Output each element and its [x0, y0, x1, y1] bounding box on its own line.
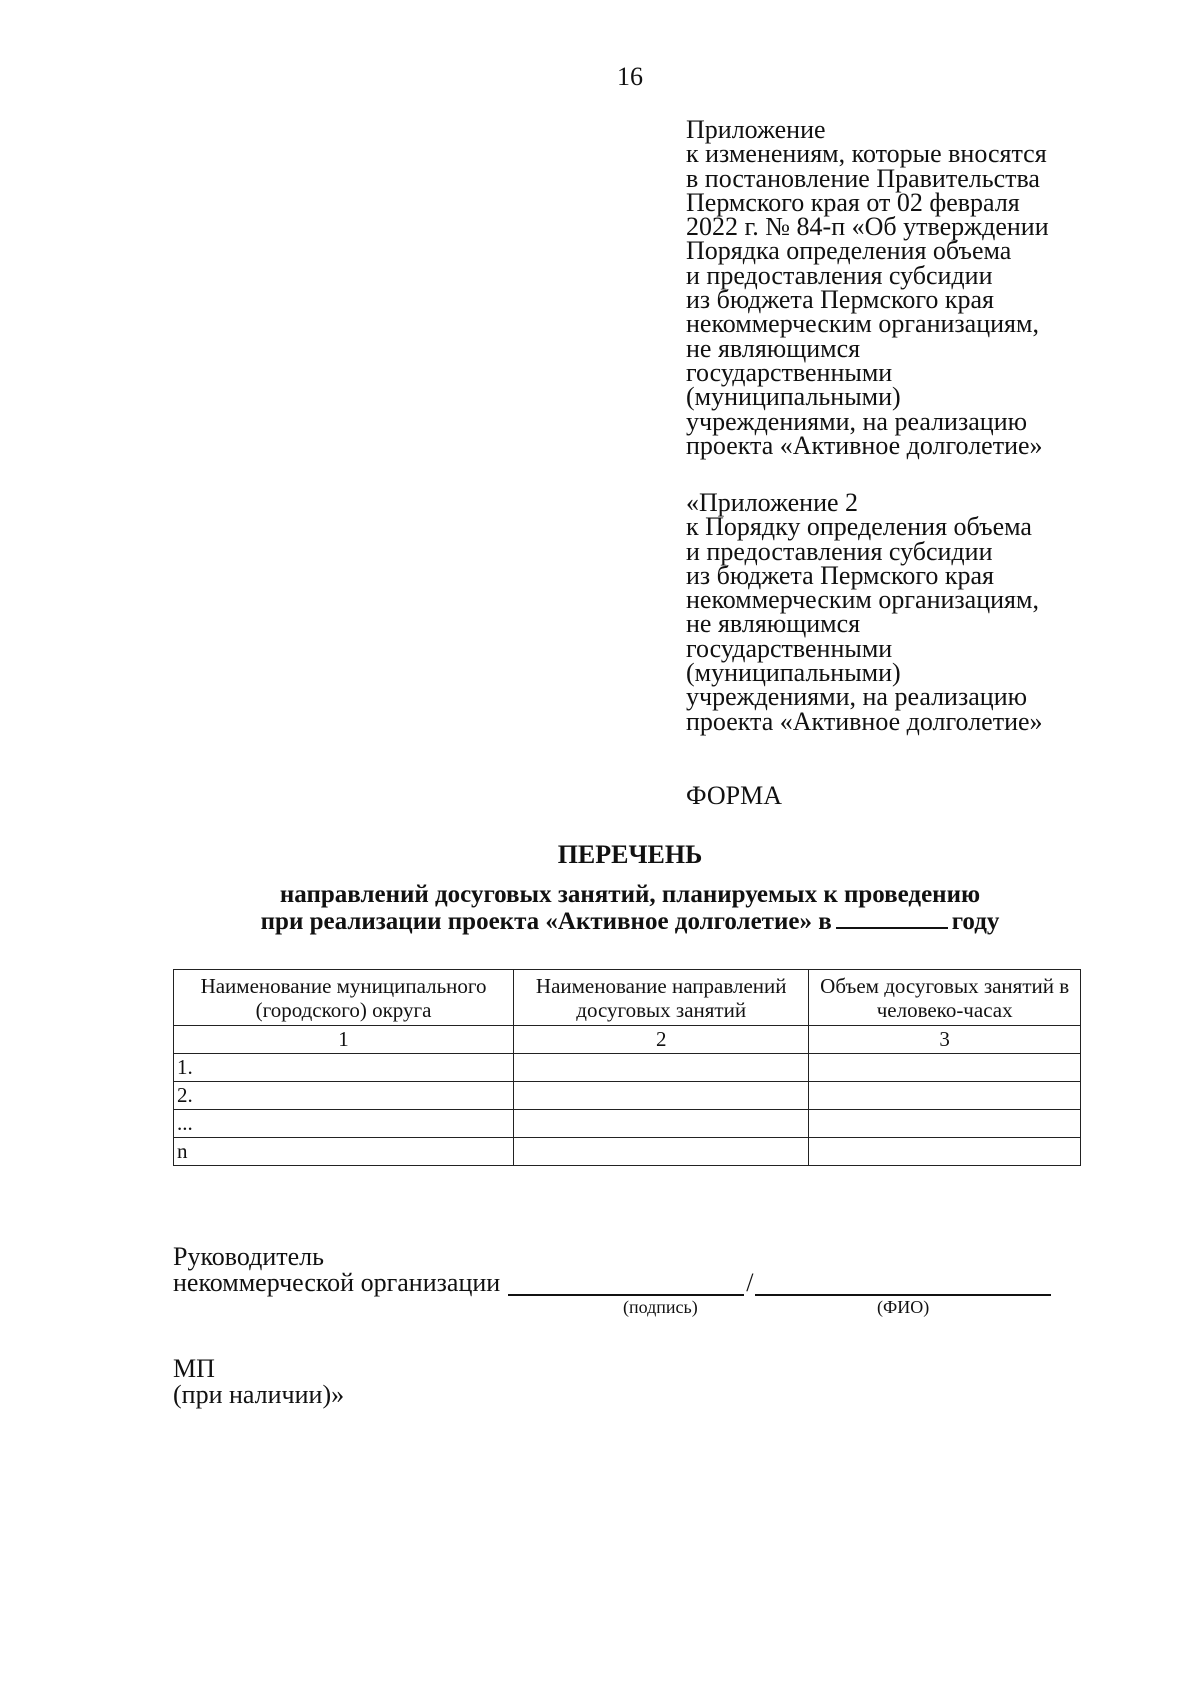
table-cell[interactable]: 2.: [174, 1082, 514, 1110]
column-number: 2: [514, 1026, 809, 1054]
full-name-blank-field[interactable]: [755, 1274, 1051, 1296]
table-cell[interactable]: [809, 1082, 1081, 1110]
annex-line: (муниципальными): [686, 382, 901, 412]
stamp-label: МП: [173, 1354, 215, 1383]
subtitle-line-1: направлений досуговых занятий, планируемых к проведению: [279, 881, 981, 908]
column-number: 3: [809, 1026, 1081, 1054]
annex-line: государственными: [686, 633, 893, 663]
annex-line: «Приложение 2: [686, 488, 859, 517]
form-label: ФОРМА: [686, 781, 782, 810]
table-cell[interactable]: [514, 1054, 809, 1082]
annex-line: 2022 г. № 84-п «Об утверждении: [686, 212, 1049, 242]
annex-line: Пермского края от 02 февраля: [686, 187, 1020, 217]
annex-line: (муниципальными): [686, 658, 901, 688]
annex-heading: [686, 115, 1126, 460]
column-header: Объем досуговых занятий в человеко-часах: [809, 970, 1081, 1026]
annex-line: и предоставления субсидии: [686, 260, 993, 290]
table-row: [174, 1110, 1081, 1138]
signature-blank-field[interactable]: [508, 1274, 744, 1296]
signature-separator: /: [746, 1268, 754, 1297]
annex-line: Порядка определения объема: [686, 236, 1012, 266]
signatory-role-line-2: некоммерческой организации: [173, 1268, 501, 1297]
annex-line: к изменениям, которые вносятся: [686, 139, 1047, 169]
table-cell[interactable]: [514, 1110, 809, 1138]
year-blank-field[interactable]: [836, 907, 948, 929]
table-cell[interactable]: ...: [174, 1110, 514, 1138]
annex-line: проекта «Активное долголетие»: [686, 430, 1043, 460]
table-cell[interactable]: [514, 1082, 809, 1110]
table-cell[interactable]: 1.: [174, 1054, 514, 1082]
table-cell[interactable]: [809, 1138, 1081, 1166]
stamp-note: (при наличии)»: [173, 1380, 345, 1409]
document-title: ПЕРЕЧЕНЬ: [557, 840, 703, 869]
table-row: [174, 1082, 1081, 1110]
signature-caption: (подпись): [623, 1297, 698, 1317]
page-number: 16: [617, 62, 643, 91]
stamp-block: [173, 1356, 344, 1408]
table-cell[interactable]: [809, 1054, 1081, 1082]
table-cell[interactable]: [809, 1110, 1081, 1138]
signature-row: [173, 1270, 1103, 1296]
annex-2-heading: [686, 488, 1126, 736]
annex-line: из бюджета Пермского края: [686, 285, 995, 315]
directions-table: [173, 969, 1081, 1166]
column-header: Наименование муниципального (городского) округа: [174, 970, 514, 1026]
column-header: Наименование направлений досуговых занятий: [514, 970, 809, 1026]
table-cell[interactable]: [514, 1138, 809, 1166]
annex-line: некоммерческим организациям,: [686, 585, 1039, 615]
annex-line: некоммерческим организациям,: [686, 309, 1039, 339]
subtitle-line-2-end: году: [951, 908, 1000, 935]
annex-line: к Порядку определения объема: [686, 512, 1032, 542]
annex-line: проекта «Активное долголетие»: [686, 706, 1043, 736]
table-cell[interactable]: n: [174, 1138, 514, 1166]
subtitle-line-2-start: при реализации проекта «Активное долголетие» в: [260, 908, 832, 935]
annex-line: не являющимся: [686, 609, 861, 639]
column-number: 1: [174, 1026, 514, 1054]
table-row: [174, 1138, 1081, 1166]
annex-line: учреждениями, на реализацию: [686, 406, 1028, 436]
signatory-role-line-1: Руководитель: [173, 1242, 324, 1271]
table-row: [174, 1054, 1081, 1082]
annex-line: Приложение: [686, 115, 826, 144]
annex-line: учреждениями, на реализацию: [686, 682, 1028, 712]
table-header-row: [174, 970, 1081, 1026]
document-subtitle: [0, 882, 1200, 934]
signature-block: [173, 1244, 1103, 1296]
annex-line: государственными: [686, 357, 893, 387]
annex-line: не являющимся: [686, 333, 861, 363]
full-name-caption: (ФИО): [877, 1297, 930, 1317]
annex-line: в постановление Правительства: [686, 163, 1040, 193]
annex-line: из бюджета Пермского края: [686, 560, 995, 590]
column-number-row: [174, 1026, 1081, 1054]
subtitle-line-2: [0, 907, 1200, 934]
annex-line: и предоставления субсидии: [686, 536, 993, 566]
